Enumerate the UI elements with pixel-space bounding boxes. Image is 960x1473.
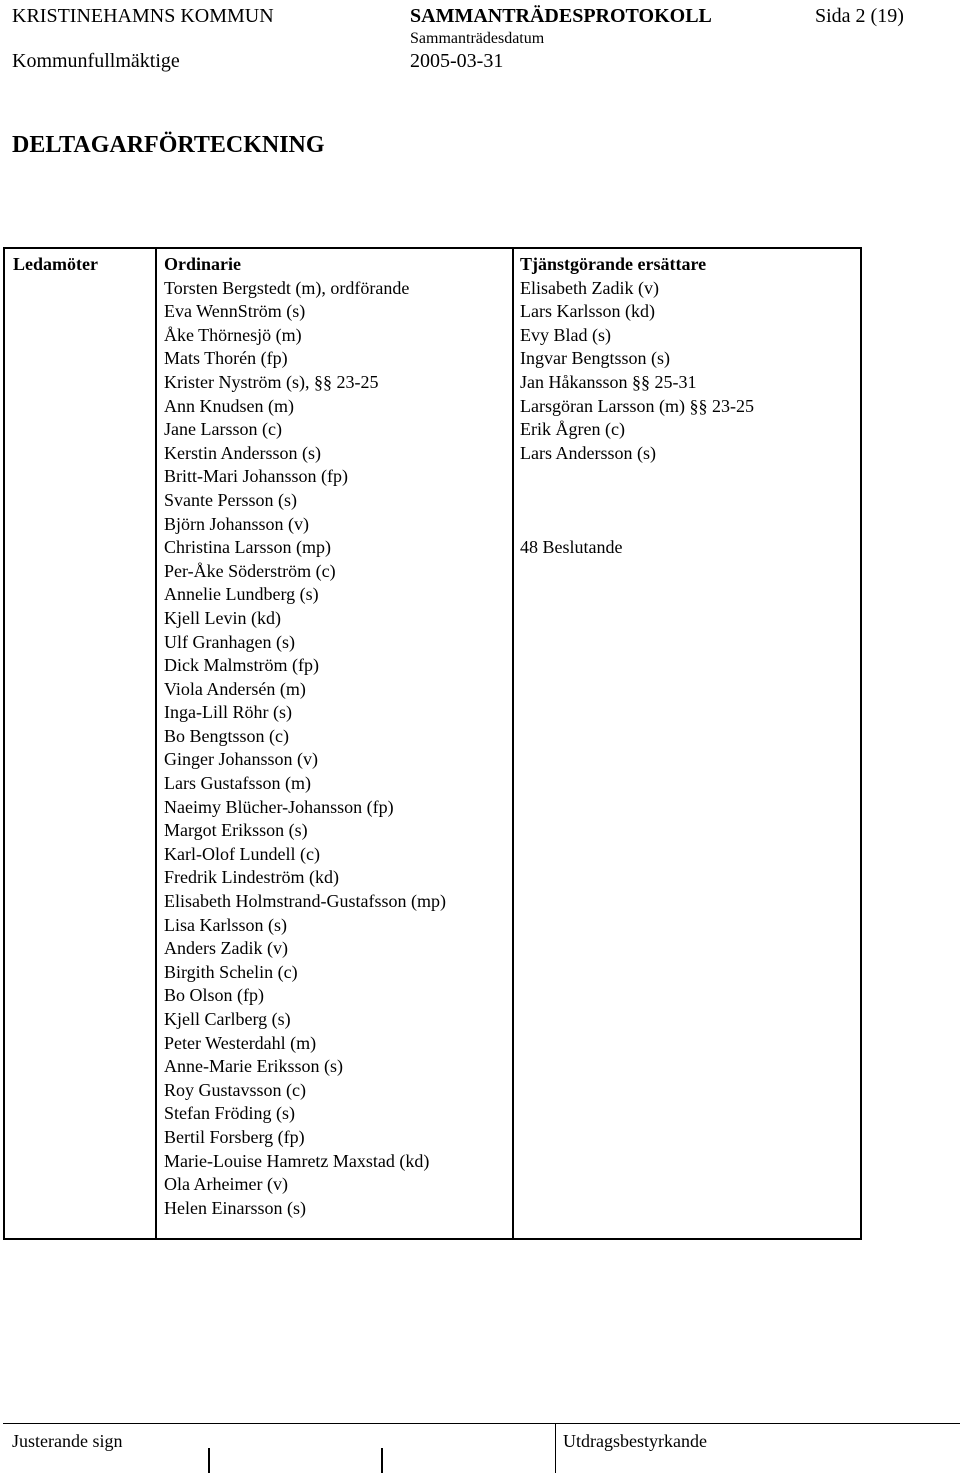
member-entry: Fredrik Lindeström (kd) bbox=[164, 867, 339, 888]
column-divider bbox=[512, 249, 514, 1238]
row-label-column bbox=[13, 253, 98, 277]
ordinarie-heading: Ordinarie bbox=[164, 254, 241, 274]
member-entry: Britt-Mari Johansson (fp) bbox=[164, 466, 348, 487]
member-entry: Erik Ågren (c) bbox=[520, 419, 625, 440]
member-entry: Christina Larsson (mp) bbox=[164, 537, 331, 558]
member-entry: Elisabeth Holmstrand-Gustafsson (mp) bbox=[164, 891, 446, 912]
member-entry: Birgith Schelin (c) bbox=[164, 961, 298, 982]
organization-name: KRISTINEHAMNS KOMMUN bbox=[12, 5, 274, 27]
member-entry: Evy Blad (s) bbox=[520, 324, 611, 345]
member-entry: Annelie Lundberg (s) bbox=[164, 584, 319, 605]
ersattare-heading: Tjänstgörande ersättare bbox=[520, 254, 707, 274]
ersattare-column bbox=[520, 253, 754, 560]
meeting-date: 2005-03-31 bbox=[410, 50, 504, 72]
member-entry: Viola Andersén (m) bbox=[164, 678, 306, 699]
member-entry: Larsgöran Larsson (m) §§ 23-25 bbox=[520, 395, 754, 416]
member-entry: Torsten Bergstedt (m), ordförande bbox=[164, 277, 410, 298]
extract-label: Utdragsbestyrkande bbox=[563, 1431, 707, 1451]
member-entry: Elisabeth Zadik (v) bbox=[520, 277, 659, 298]
member-entry: Lars Karlsson (kd) bbox=[520, 301, 655, 322]
member-entry: Kerstin Andersson (s) bbox=[164, 442, 321, 463]
member-entry: Marie-Louise Hamretz Maxstad (kd) bbox=[164, 1150, 430, 1171]
member-entry: Eva WennStröm (s) bbox=[164, 301, 306, 322]
member-entry: Bo Bengtsson (c) bbox=[164, 725, 289, 746]
member-entry: Per-Åke Söderström (c) bbox=[164, 560, 336, 581]
signature-box-divider bbox=[381, 1448, 383, 1473]
member-entry: Svante Persson (s) bbox=[164, 489, 297, 510]
row-label: Ledamöter bbox=[13, 254, 98, 274]
member-entry: Anne-Marie Eriksson (s) bbox=[164, 1056, 343, 1077]
committee-name: Kommunfullmäktige bbox=[12, 50, 180, 72]
footer-divider bbox=[555, 1424, 556, 1473]
member-entry: Roy Gustavsson (c) bbox=[164, 1079, 306, 1100]
member-entry: Karl-Olof Lundell (c) bbox=[164, 843, 320, 864]
member-entry: Ola Arheimer (v) bbox=[164, 1174, 288, 1195]
member-entry: Åke Thörnesjö (m) bbox=[164, 324, 302, 345]
member-entry: Dick Malmström (fp) bbox=[164, 655, 319, 676]
member-entry: Ann Knudsen (m) bbox=[164, 395, 294, 416]
member-entry: Helen Einarsson (s) bbox=[164, 1197, 306, 1218]
member-entry: Anders Zadik (v) bbox=[164, 938, 288, 959]
member-entry: Ginger Johansson (v) bbox=[164, 749, 318, 770]
ordinarie-list bbox=[164, 277, 446, 1221]
member-entry: Mats Thorén (fp) bbox=[164, 348, 288, 369]
page-number: Sida 2 (19) bbox=[815, 5, 904, 27]
member-entry: Stefan Fröding (s) bbox=[164, 1103, 295, 1124]
signature-label: Justerande sign bbox=[12, 1431, 123, 1451]
member-entry: Naeimy Blücher-Johansson (fp) bbox=[164, 796, 394, 817]
member-entry: Kjell Carlberg (s) bbox=[164, 1009, 291, 1029]
member-entry: Krister Nyström (s), §§ 23-25 bbox=[164, 371, 379, 392]
ordinarie-column bbox=[164, 253, 446, 1220]
member-entry: Margot Eriksson (s) bbox=[164, 820, 308, 841]
member-entry: Kjell Levin (kd) bbox=[164, 607, 281, 628]
member-entry: Lars Gustafsson (m) bbox=[164, 773, 311, 794]
column-divider bbox=[155, 249, 157, 1238]
member-entry: Jan Håkansson §§ 25-31 bbox=[520, 371, 697, 392]
member-entry: Jane Larsson (c) bbox=[164, 419, 282, 440]
document-type: SAMMANTRÄDESPROTOKOLL bbox=[410, 5, 712, 27]
member-entry: Bo Olson (fp) bbox=[164, 985, 264, 1006]
beslutande-count: 48 Beslutande bbox=[520, 537, 623, 558]
member-entry: Lars Andersson (s) bbox=[520, 442, 656, 463]
member-entry: Bertil Forsberg (fp) bbox=[164, 1126, 305, 1147]
date-label: Sammanträdesdatum bbox=[410, 30, 545, 47]
signature-box-divider bbox=[208, 1448, 210, 1473]
member-entry: Lisa Karlsson (s) bbox=[164, 914, 287, 935]
member-entry: Inga-Lill Röhr (s) bbox=[164, 702, 292, 723]
page-title: DELTAGARFÖRTECKNING bbox=[12, 132, 325, 158]
member-entry: Ulf Granhagen (s) bbox=[164, 631, 295, 652]
member-entry: Peter Westerdahl (m) bbox=[164, 1032, 317, 1053]
member-entry: Björn Johansson (v) bbox=[164, 513, 309, 534]
ersattare-list bbox=[520, 277, 754, 466]
member-entry: Ingvar Bengtsson (s) bbox=[520, 348, 670, 369]
participant-table bbox=[3, 247, 862, 1240]
footer bbox=[3, 1423, 960, 1473]
